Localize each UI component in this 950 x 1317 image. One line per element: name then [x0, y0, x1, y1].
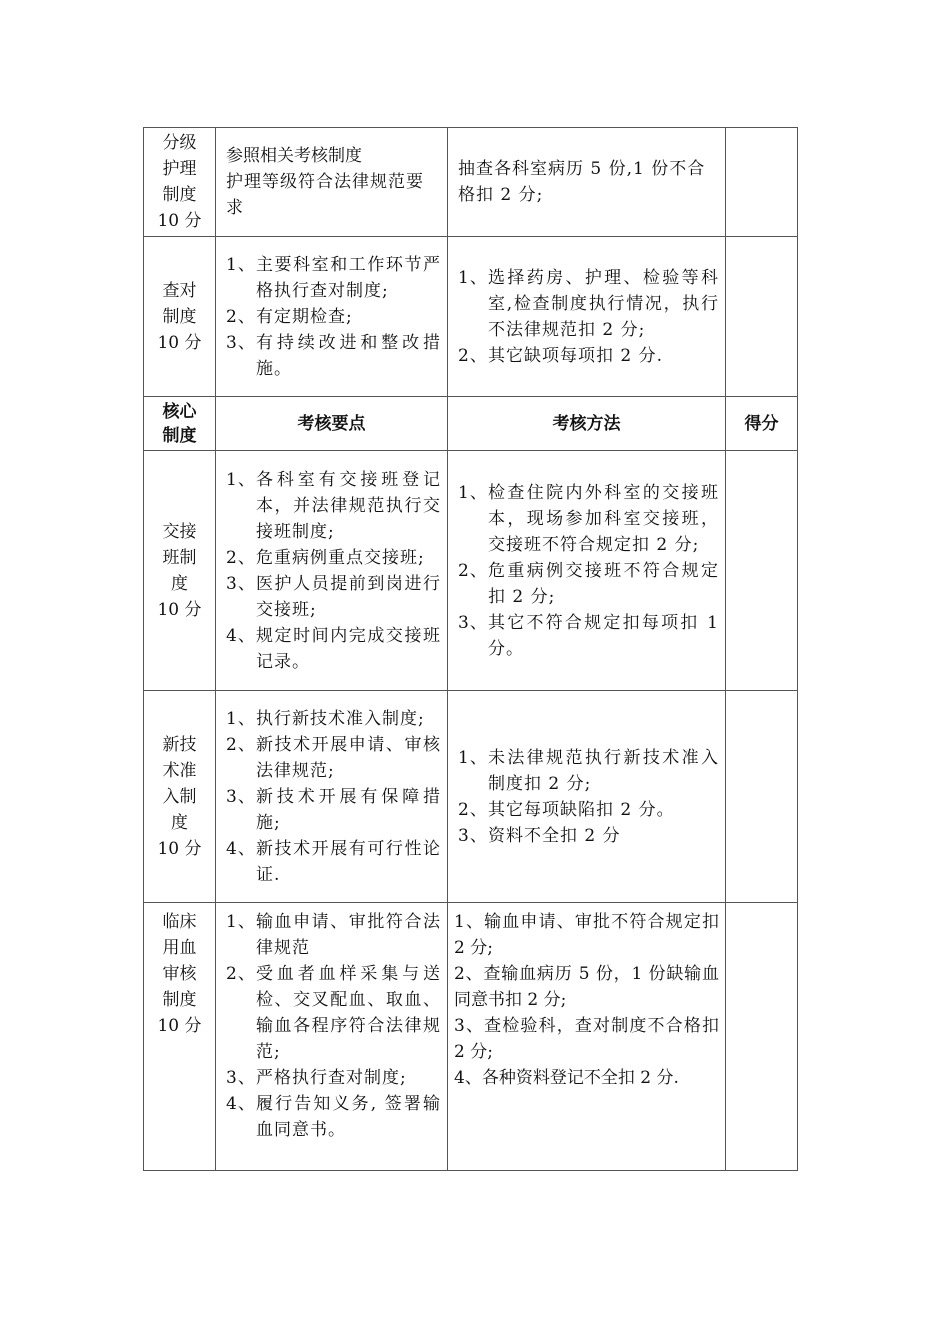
category-line: 制度: [162, 185, 197, 205]
score-cell: [726, 237, 798, 397]
points-text: 护理等级符合法律规范要求: [226, 172, 424, 218]
list-item: 1、 检查住院内外科室的交接班本，现场参加科室交接班，交接班不符合规定扣 2 分;: [458, 482, 719, 555]
score-cell: [726, 903, 798, 1171]
points-cell: [216, 903, 448, 1171]
header-method: 考核方法: [448, 397, 726, 451]
category-line: 用血: [162, 938, 197, 958]
category-cell: [144, 128, 216, 237]
score-cell: [726, 691, 798, 903]
list-item: 2、 新技术开展申请、审核法律规范;: [226, 734, 441, 781]
list-item: 4、 规定时间内完成交接班记录。: [226, 625, 441, 672]
category-line: 查对: [162, 280, 197, 301]
points-cell: [216, 237, 448, 397]
score-cell: [726, 128, 798, 237]
list-item: 1、 选择药房、护理、检验等科室,检查制度执行情况，执行不法律规范扣 2 分;: [458, 267, 719, 340]
category-line: 审核: [162, 964, 197, 984]
list-item: 1、 主要科室和工作环节严格执行查对制度;: [226, 254, 441, 301]
list-item: 3、 其它不符合规定扣每项扣 1 分。: [458, 612, 719, 659]
category-cell: [144, 903, 216, 1171]
table-row: [144, 903, 798, 1171]
category-line: 术准: [162, 760, 197, 781]
method-cell: [448, 903, 726, 1171]
list-item: 3、 有持续改进和整改措施。: [226, 332, 441, 379]
points-cell: [216, 691, 448, 903]
table-row: [144, 237, 798, 397]
list-item: 3、 医护人员提前到岗进行交接班;: [226, 573, 441, 620]
category-line: 新技: [162, 734, 197, 755]
header-core: [144, 397, 216, 451]
table-row: [144, 451, 798, 691]
list-item: 1、 未法律规范执行新技术准入制度扣 2 分;: [458, 747, 719, 794]
points-cell: [216, 128, 448, 237]
category-line: 10 分: [157, 1016, 202, 1036]
assessment-table: [143, 127, 798, 1171]
category-line: 10 分: [157, 211, 202, 231]
method-cell: [448, 128, 726, 237]
category-line: 班制: [162, 547, 197, 568]
list-item: 4、 履行告知义务, 签署输血同意书。: [226, 1094, 441, 1140]
category-line: 临床: [162, 912, 197, 932]
list-item: 2、 受血者血样采集与送检、交叉配血、取血、输血各程序符合法律规范;: [226, 964, 441, 1062]
list-item: 4、各种资料登记不全扣 2 分.: [454, 1068, 679, 1088]
header-score: 得分: [726, 397, 798, 451]
method-text: 抽查各科室病历 5 份,1 份不合格扣 2 分;: [458, 159, 706, 205]
category-line: 入制: [162, 786, 197, 807]
method-cell: [448, 237, 726, 397]
category-line: 10 分: [157, 332, 202, 353]
category-line: 制度: [162, 306, 197, 327]
list-item: 2、查输血病历 5 份，1 份缺输血同意书扣 2 分;: [454, 964, 719, 1010]
category-line: 护理: [162, 159, 197, 179]
category-cell: [144, 691, 216, 903]
list-item: 3、 严格执行查对制度;: [226, 1068, 407, 1088]
category-cell: [144, 451, 216, 691]
list-item: 1、 各科室有交接班登记本，并法律规范执行交接班制度;: [226, 469, 441, 542]
category-line: 度: [171, 573, 188, 594]
score-cell: [726, 451, 798, 691]
list-item: 2、 其它缺项每项扣 2 分.: [458, 345, 664, 366]
list-item: 2、 危重病例重点交接班;: [226, 547, 425, 568]
header-core-line: 制度: [162, 425, 197, 446]
list-item: 1、 输血申请、审批符合法律规范: [226, 912, 441, 958]
list-item: 3、查检验科，查对制度不合格扣 2 分;: [454, 1016, 719, 1062]
category-line: 度: [171, 812, 188, 833]
category-line: 交接: [162, 521, 197, 542]
category-line: 制度: [162, 990, 197, 1010]
list-item: 1、输血申请、审批不符合规定扣 2 分;: [454, 912, 719, 958]
method-cell: [448, 451, 726, 691]
category-line: 10 分: [157, 599, 202, 620]
table-row: [144, 691, 798, 903]
method-cell: [448, 691, 726, 903]
list-item: 2、 有定期检查;: [226, 306, 353, 327]
header-points: 考核要点: [216, 397, 448, 451]
list-item: 4、 新技术开展有可行性论证.: [226, 838, 441, 885]
points-cell: [216, 451, 448, 691]
list-item: 2、 危重病例交接班不符合规定扣 2 分;: [458, 560, 719, 607]
category-line: 分级: [162, 133, 197, 153]
header-core-line: 核心: [162, 401, 197, 422]
list-item: 1、 执行新技术准入制度;: [226, 708, 425, 729]
points-text: 参照相关考核制度: [226, 146, 362, 166]
table-header-row: [144, 397, 798, 451]
category-cell: [144, 237, 216, 397]
list-item: 3、 新技术开展有保障措施;: [226, 786, 441, 833]
category-line: 10 分: [157, 838, 202, 859]
list-item: 2、 其它每项缺陷扣 2 分。: [458, 799, 675, 820]
list-item: 3、 资料不全扣 2 分: [458, 825, 621, 846]
table-row: [144, 128, 798, 237]
